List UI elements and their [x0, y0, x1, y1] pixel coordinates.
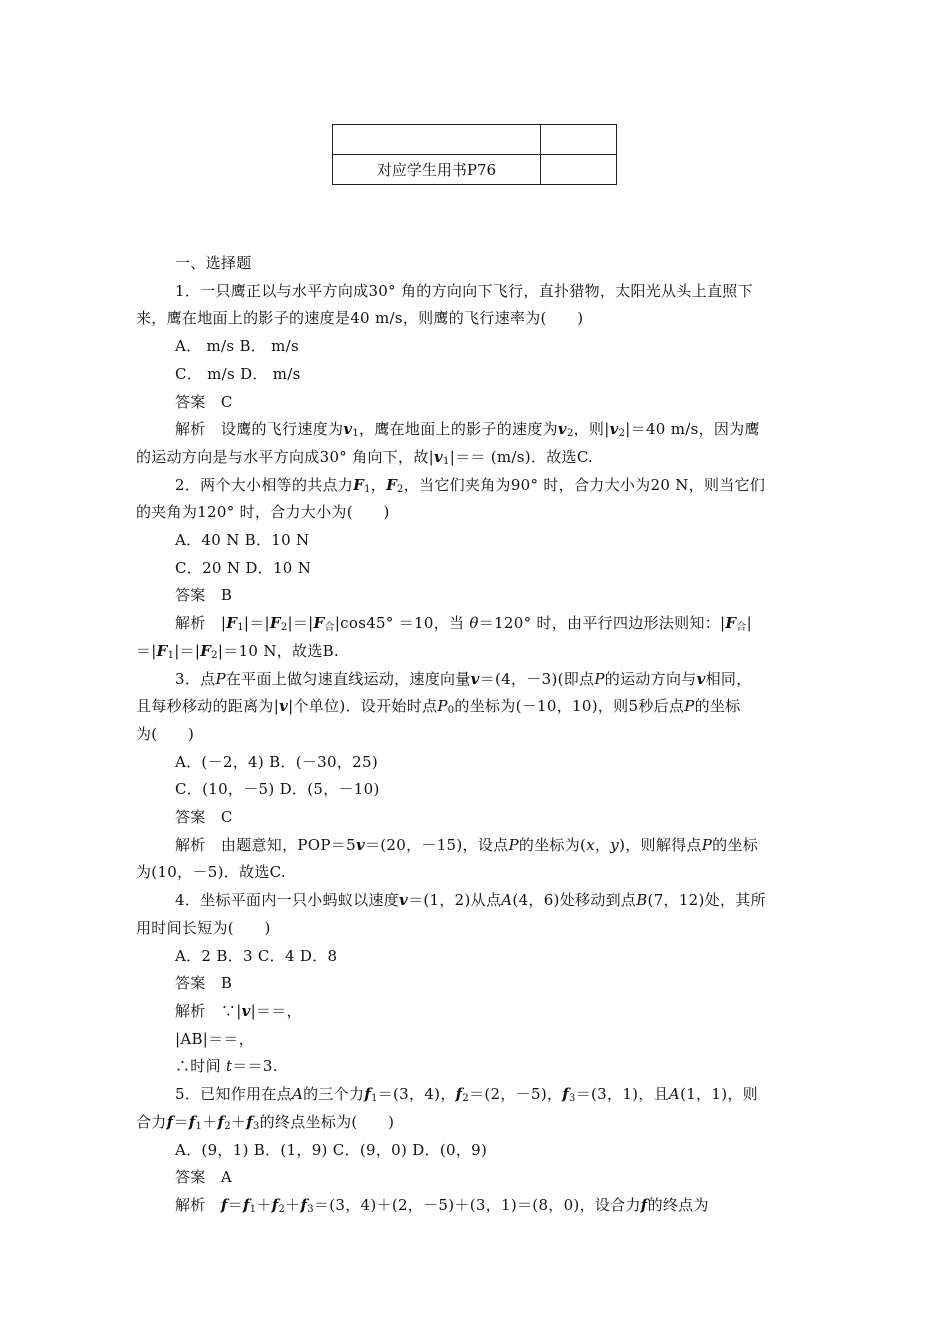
question-1-explanation: 解析 设鹰的飞行速度为$v_1$，鹰在地面上的影子的速度为$v_2$，则$|v_2|=40$ m/s，因为鹰 [175, 420, 760, 440]
question-3-answer: 答案 C [175, 808, 233, 827]
question-3-stem-line: 3．点P在平面上做匀速直线运动，速度向量v＝(4，－3)(即点P的运动方向与v相同， [175, 669, 752, 688]
question-4-stem-line: 用时间长短为( ) [136, 918, 271, 937]
question-4-options: A．2 B．3 C．4 D．8 [175, 946, 338, 965]
question-5-answer: 答案 A [175, 1168, 233, 1187]
question-3-stem-line: 且每秒移动的距离为|v|个单位)．设开始时点$P_0$的坐标为(－10，10)，则5秒后点P的坐标 [136, 697, 741, 717]
question-1-explanation: 的运动方向是与水平方向成30° 角向下，故$|v_1|== (m/s)$．故选C. [136, 447, 594, 467]
header-cell [333, 125, 541, 155]
question-4-explanation: |AB|＝＝， [175, 1029, 255, 1048]
question-3-stem-line: 为( ) [136, 724, 195, 743]
section-title: 一、选择题 [175, 254, 252, 272]
question-4-explanation: 解析 ∵|v|＝＝， [175, 1001, 302, 1020]
question-4-stem-line: 4．坐标平面内一只小蚂蚁以速度v＝(1，2)从点A(4，6)处移动到点B(7，12)处，其所 [175, 891, 766, 910]
question-2-explanation: 解析 $|F_1|=|F_2|=|F_合|\cos 45^\circ =10$，当 θ＝120° 时，由平行四边形法则知：$|F_合|$ [175, 614, 753, 634]
header-table [332, 124, 617, 185]
question-5-stem-line: 合力$f=f_1+f_2+f_3$的终点坐标为( ) [136, 1112, 395, 1132]
question-1-stem-line: 来，鹰在地面上的影子的速度是40 m/s，则鹰的飞行速率为( ) [136, 309, 584, 328]
question-1-options: A． m/s B． m/s [175, 337, 300, 356]
question-4-answer: 答案 B [175, 974, 233, 993]
question-2-explanation: $=|F_1|=|F_2|=10$ N，故选B. [136, 641, 340, 661]
question-5-options: A．(9，1) B．(1，9) C．(9，0) D．(0，9) [175, 1140, 488, 1159]
question-3-options: A．(－2，4) B．(－30，25) [175, 752, 378, 771]
question-3-explanation: 为(10，－5)．故选C. [136, 863, 286, 882]
question-2-options: A．40 N B．10 N [175, 531, 310, 550]
question-1-options: C． m/s D． m/s [175, 364, 301, 383]
header-cell [541, 155, 617, 185]
question-1-stem-line: 1．一只鹰正以与水平方向成30° 角的方向向下飞行，直扑猎物，太阳光从头上直照下 [175, 281, 753, 300]
question-2-stem-line: 2．两个大小相等的共点力$F_1$，$F_2$，当它们夹角为90° 时，合力大小为20 N，则当它们 [175, 475, 766, 495]
question-3-explanation: 解析 由题意知，POP＝5v＝(20，－15)，设点P的坐标为(x，y)，则解得点P的坐标 [175, 835, 759, 854]
document-body [136, 250, 816, 1220]
question-4-explanation: ∴时间 t＝＝3. [175, 1057, 278, 1076]
question-5-stem-line: 5．已知作用在点A的三个力$f_1=(3$，4)，$f_2=(2$，－5)，$f_3=(3$，1)，且A(1，1)，则 [175, 1085, 758, 1105]
question-2-stem-line: 的夹角为120° 时，合力大小为( ) [136, 503, 390, 522]
question-3-options: C．(10，－5) D．(5，－10) [175, 780, 380, 799]
header-cell [541, 125, 617, 155]
question-2-answer: 答案 B [175, 586, 233, 605]
question-1-answer: 答案 C [175, 392, 233, 411]
question-5-explanation: 解析 $f=f_1+f_2+f_3=(3$，4)＋(2，－5)＋(3，1)＝(8，0)，设合力f的终点为 [175, 1195, 709, 1215]
header-cell-textbook-ref: 对应学生用书P76 [333, 155, 541, 185]
question-2-options: C．20 N D．10 N [175, 558, 312, 577]
